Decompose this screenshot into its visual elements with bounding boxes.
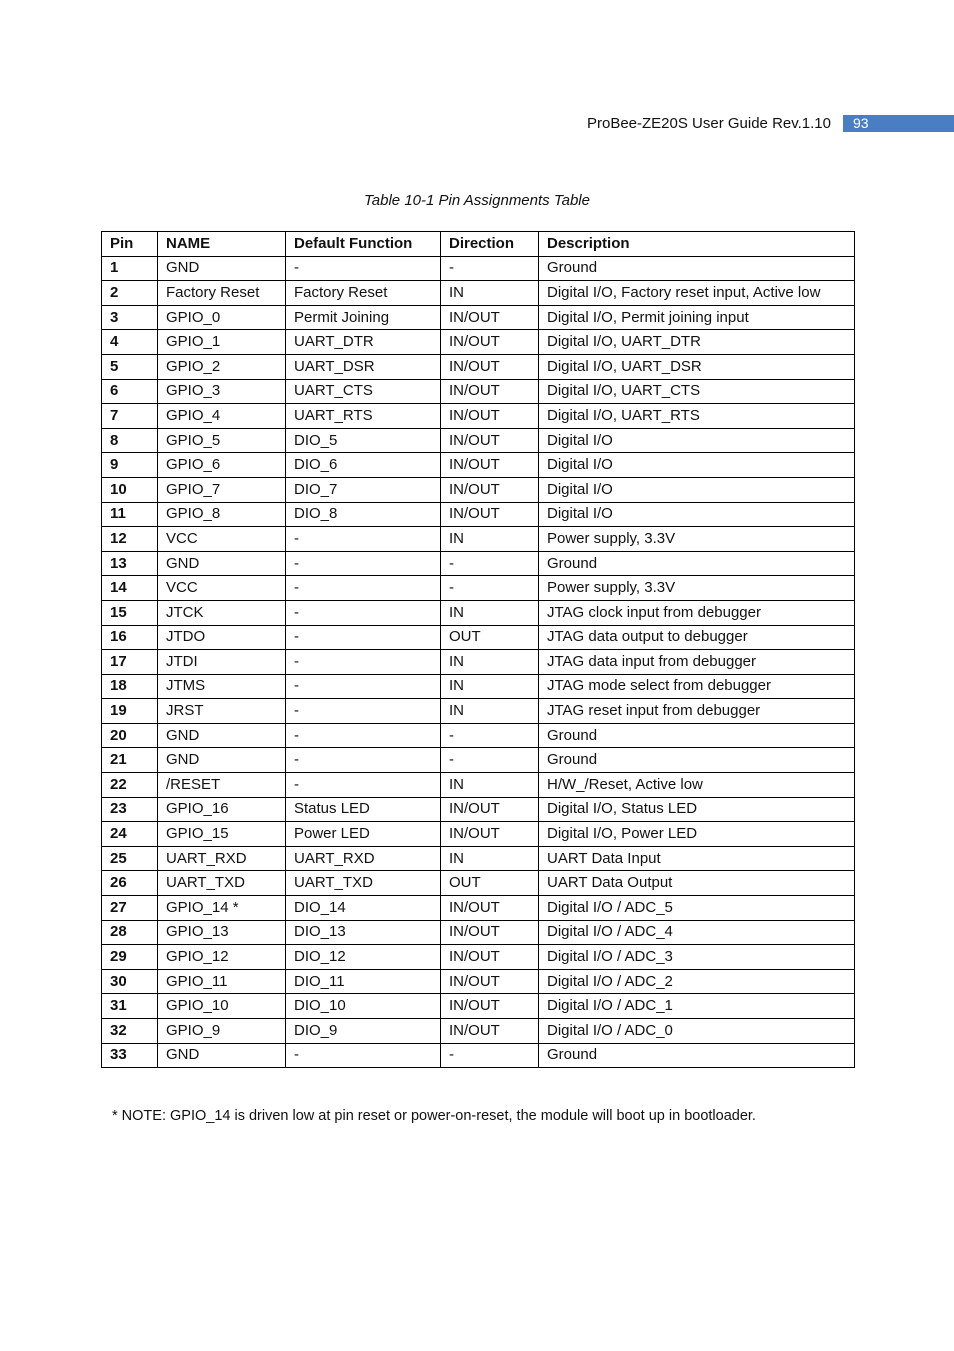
cell-pin: 18 [102, 674, 158, 699]
cell-default-function: - [286, 1043, 441, 1068]
cell-description: Digital I/O [539, 502, 855, 527]
cell-direction: IN/OUT [441, 379, 539, 404]
cell-direction: IN [441, 846, 539, 871]
cell-direction: IN/OUT [441, 896, 539, 921]
cell-default-function: UART_RTS [286, 404, 441, 429]
cell-direction: IN [441, 600, 539, 625]
cell-default-function: - [286, 773, 441, 798]
cell-default-function: UART_TXD [286, 871, 441, 896]
cell-direction: IN [441, 674, 539, 699]
cell-pin: 21 [102, 748, 158, 773]
cell-name: GPIO_8 [158, 502, 286, 527]
cell-name: GPIO_13 [158, 920, 286, 945]
cell-pin: 7 [102, 404, 158, 429]
table-row [102, 994, 855, 1019]
cell-name: GPIO_7 [158, 477, 286, 502]
cell-pin: 4 [102, 330, 158, 355]
cell-name: JTCK [158, 600, 286, 625]
table-row [102, 699, 855, 724]
table-row [102, 551, 855, 576]
table-row [102, 330, 855, 355]
cell-pin: 10 [102, 477, 158, 502]
cell-description: Digital I/O, Status LED [539, 797, 855, 822]
cell-description: Ground [539, 748, 855, 773]
cell-default-function: - [286, 551, 441, 576]
cell-name: GPIO_16 [158, 797, 286, 822]
cell-description: Digital I/O, UART_CTS [539, 379, 855, 404]
cell-description: Digital I/O, Power LED [539, 822, 855, 847]
cell-description: Ground [539, 723, 855, 748]
cell-name: GND [158, 1043, 286, 1068]
cell-direction: IN/OUT [441, 1019, 539, 1044]
cell-direction: IN/OUT [441, 453, 539, 478]
cell-description: JTAG mode select from debugger [539, 674, 855, 699]
cell-description: Ground [539, 551, 855, 576]
cell-pin: 16 [102, 625, 158, 650]
table-row [102, 871, 855, 896]
cell-description: Digital I/O [539, 453, 855, 478]
cell-pin: 1 [102, 256, 158, 281]
cell-name: Factory Reset [158, 281, 286, 306]
cell-description: Ground [539, 256, 855, 281]
cell-direction: IN/OUT [441, 994, 539, 1019]
table-row [102, 256, 855, 281]
cell-description: Digital I/O / ADC_5 [539, 896, 855, 921]
cell-default-function: DIO_10 [286, 994, 441, 1019]
cell-description: Power supply, 3.3V [539, 576, 855, 601]
cell-direction: IN/OUT [441, 428, 539, 453]
cell-description: Digital I/O [539, 428, 855, 453]
column-header-name: NAME [158, 232, 286, 257]
table-row [102, 822, 855, 847]
table-row [102, 305, 855, 330]
cell-pin: 33 [102, 1043, 158, 1068]
cell-description: Digital I/O, UART_DTR [539, 330, 855, 355]
cell-default-function: - [286, 527, 441, 552]
cell-name: GPIO_1 [158, 330, 286, 355]
cell-direction: OUT [441, 625, 539, 650]
cell-pin: 25 [102, 846, 158, 871]
table-row [102, 1019, 855, 1044]
table-row [102, 281, 855, 306]
cell-description: UART Data Output [539, 871, 855, 896]
cell-default-function: UART_DTR [286, 330, 441, 355]
table-row [102, 502, 855, 527]
cell-pin: 31 [102, 994, 158, 1019]
cell-direction: IN [441, 527, 539, 552]
table-body [102, 256, 855, 1068]
cell-name: GPIO_5 [158, 428, 286, 453]
cell-direction: IN/OUT [441, 477, 539, 502]
table-row [102, 723, 855, 748]
table-row [102, 600, 855, 625]
cell-pin: 2 [102, 281, 158, 306]
cell-default-function: UART_DSR [286, 354, 441, 379]
cell-description: Digital I/O / ADC_4 [539, 920, 855, 945]
cell-direction: IN/OUT [441, 330, 539, 355]
cell-default-function: - [286, 674, 441, 699]
cell-direction: IN/OUT [441, 502, 539, 527]
cell-name: GPIO_4 [158, 404, 286, 429]
cell-direction: IN/OUT [441, 969, 539, 994]
cell-default-function: DIO_5 [286, 428, 441, 453]
column-header-description: Description [539, 232, 855, 257]
cell-default-function: - [286, 699, 441, 724]
table-row [102, 748, 855, 773]
cell-pin: 19 [102, 699, 158, 724]
cell-direction: IN/OUT [441, 920, 539, 945]
cell-pin: 5 [102, 354, 158, 379]
cell-description: Digital I/O, UART_DSR [539, 354, 855, 379]
cell-name: GPIO_3 [158, 379, 286, 404]
cell-direction: - [441, 256, 539, 281]
cell-direction: IN/OUT [441, 797, 539, 822]
table-row [102, 797, 855, 822]
cell-description: Digital I/O, Permit joining input [539, 305, 855, 330]
cell-pin: 24 [102, 822, 158, 847]
cell-direction: IN [441, 699, 539, 724]
cell-default-function: DIO_9 [286, 1019, 441, 1044]
cell-default-function: - [286, 625, 441, 650]
cell-pin: 27 [102, 896, 158, 921]
cell-default-function: - [286, 256, 441, 281]
cell-direction: - [441, 748, 539, 773]
cell-default-function: DIO_13 [286, 920, 441, 945]
cell-default-function: Power LED [286, 822, 441, 847]
cell-name: GPIO_12 [158, 945, 286, 970]
cell-direction: IN [441, 650, 539, 675]
cell-default-function: DIO_7 [286, 477, 441, 502]
cell-description: Digital I/O / ADC_3 [539, 945, 855, 970]
table-row [102, 1043, 855, 1068]
column-header-direction: Direction [441, 232, 539, 257]
cell-default-function: DIO_11 [286, 969, 441, 994]
cell-default-function: DIO_12 [286, 945, 441, 970]
cell-description: Digital I/O, UART_RTS [539, 404, 855, 429]
cell-direction: - [441, 1043, 539, 1068]
cell-name: GPIO_6 [158, 453, 286, 478]
cell-default-function: UART_CTS [286, 379, 441, 404]
cell-pin: 14 [102, 576, 158, 601]
table-row [102, 969, 855, 994]
cell-name: GND [158, 256, 286, 281]
table-row [102, 920, 855, 945]
cell-default-function: - [286, 576, 441, 601]
table-header-row [102, 232, 855, 257]
cell-default-function: Factory Reset [286, 281, 441, 306]
cell-description: Digital I/O / ADC_0 [539, 1019, 855, 1044]
cell-pin: 6 [102, 379, 158, 404]
table-row [102, 576, 855, 601]
cell-default-function: DIO_6 [286, 453, 441, 478]
cell-name: GND [158, 748, 286, 773]
cell-description: H/W_/Reset, Active low [539, 773, 855, 798]
cell-pin: 22 [102, 773, 158, 798]
table-row [102, 945, 855, 970]
cell-default-function: - [286, 748, 441, 773]
cell-default-function: UART_RXD [286, 846, 441, 871]
cell-description: JTAG reset input from debugger [539, 699, 855, 724]
cell-direction: IN [441, 281, 539, 306]
cell-name: GPIO_14 * [158, 896, 286, 921]
table-row [102, 896, 855, 921]
cell-direction: IN/OUT [441, 404, 539, 429]
cell-direction: IN/OUT [441, 354, 539, 379]
cell-direction: IN [441, 773, 539, 798]
table-row [102, 773, 855, 798]
table-row [102, 674, 855, 699]
cell-name: GPIO_2 [158, 354, 286, 379]
table-row [102, 527, 855, 552]
table-row [102, 477, 855, 502]
cell-pin: 11 [102, 502, 158, 527]
cell-pin: 29 [102, 945, 158, 970]
cell-pin: 23 [102, 797, 158, 822]
cell-direction: IN/OUT [441, 822, 539, 847]
pin-assignments-table [101, 231, 855, 1068]
cell-name: GND [158, 551, 286, 576]
cell-description: JTAG data output to debugger [539, 625, 855, 650]
cell-description: JTAG data input from debugger [539, 650, 855, 675]
cell-default-function: - [286, 723, 441, 748]
cell-description: Ground [539, 1043, 855, 1068]
cell-default-function: Permit Joining [286, 305, 441, 330]
cell-description: Digital I/O / ADC_1 [539, 994, 855, 1019]
cell-name: JTDI [158, 650, 286, 675]
table-row [102, 650, 855, 675]
table-row [102, 379, 855, 404]
cell-pin: 32 [102, 1019, 158, 1044]
cell-description: JTAG clock input from debugger [539, 600, 855, 625]
cell-pin: 8 [102, 428, 158, 453]
cell-pin: 26 [102, 871, 158, 896]
cell-pin: 17 [102, 650, 158, 675]
cell-pin: 13 [102, 551, 158, 576]
cell-name: GPIO_11 [158, 969, 286, 994]
page-number-badge: 93 [843, 115, 954, 132]
cell-name: JTMS [158, 674, 286, 699]
cell-name: GPIO_15 [158, 822, 286, 847]
cell-description: UART Data Input [539, 846, 855, 871]
cell-pin: 30 [102, 969, 158, 994]
table-row [102, 354, 855, 379]
cell-default-function: - [286, 650, 441, 675]
cell-direction: - [441, 723, 539, 748]
cell-direction: - [441, 551, 539, 576]
cell-description: Power supply, 3.3V [539, 527, 855, 552]
cell-pin: 28 [102, 920, 158, 945]
table-row [102, 428, 855, 453]
table-row [102, 625, 855, 650]
column-header-default-function: Default Function [286, 232, 441, 257]
table-row [102, 846, 855, 871]
cell-default-function: - [286, 600, 441, 625]
cell-default-function: DIO_8 [286, 502, 441, 527]
cell-name: VCC [158, 576, 286, 601]
cell-name: JRST [158, 699, 286, 724]
cell-description: Digital I/O [539, 477, 855, 502]
cell-default-function: Status LED [286, 797, 441, 822]
table-row [102, 404, 855, 429]
cell-pin: 20 [102, 723, 158, 748]
cell-name: GPIO_10 [158, 994, 286, 1019]
cell-direction: - [441, 576, 539, 601]
cell-name: UART_TXD [158, 871, 286, 896]
cell-direction: IN/OUT [441, 305, 539, 330]
column-header-pin: Pin [102, 232, 158, 257]
cell-pin: 9 [102, 453, 158, 478]
cell-name: JTDO [158, 625, 286, 650]
cell-description: Digital I/O, Factory reset input, Active low [539, 281, 855, 306]
cell-direction: OUT [441, 871, 539, 896]
cell-name: /RESET [158, 773, 286, 798]
footnote: * NOTE: GPIO_14 is driven low at pin reset or power-on-reset, the module will boot up in bootloader. [112, 1108, 756, 1124]
cell-name: GPIO_0 [158, 305, 286, 330]
cell-pin: 12 [102, 527, 158, 552]
cell-name: GPIO_9 [158, 1019, 286, 1044]
table-caption: Table 10-1 Pin Assignments Table [364, 192, 590, 209]
cell-description: Digital I/O / ADC_2 [539, 969, 855, 994]
document-header-title: ProBee-ZE20S User Guide Rev.1.10 [586, 115, 831, 132]
cell-name: GND [158, 723, 286, 748]
table-row [102, 453, 855, 478]
cell-pin: 3 [102, 305, 158, 330]
cell-name: VCC [158, 527, 286, 552]
cell-direction: IN/OUT [441, 945, 539, 970]
cell-default-function: DIO_14 [286, 896, 441, 921]
cell-name: UART_RXD [158, 846, 286, 871]
cell-pin: 15 [102, 600, 158, 625]
